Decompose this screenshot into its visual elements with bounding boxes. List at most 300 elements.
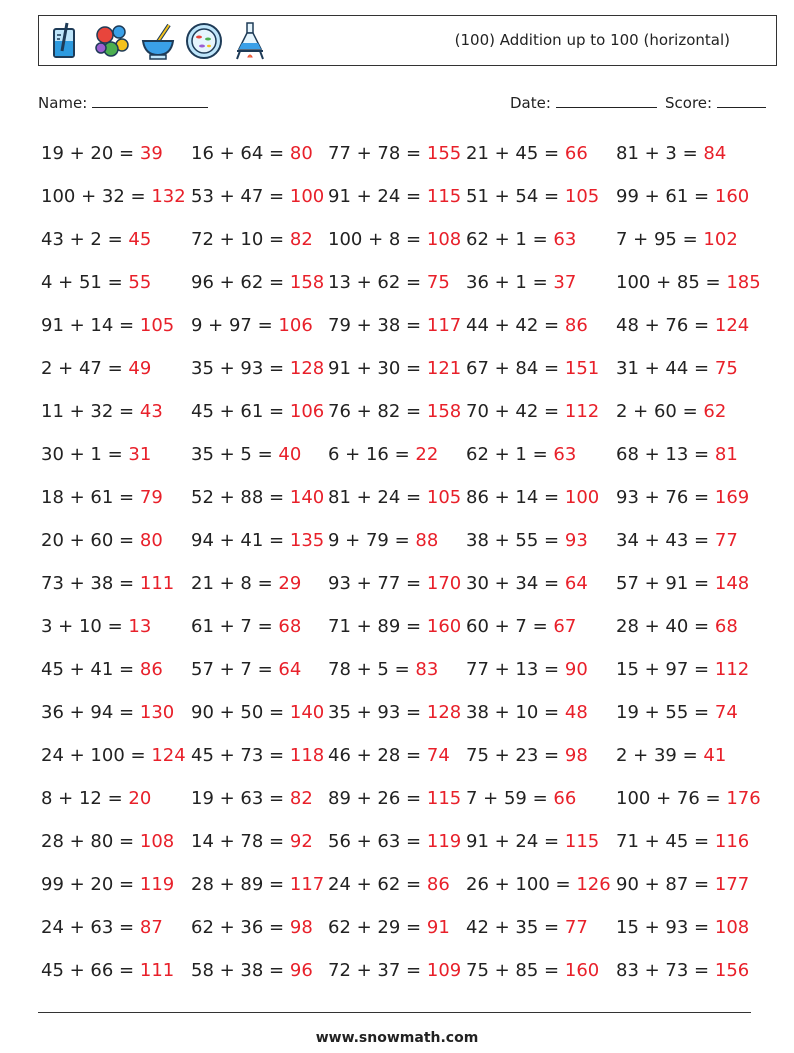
problem-row	[41, 610, 761, 653]
problem-answer: 79	[139, 487, 163, 508]
problem-item	[466, 745, 588, 766]
problem-answer: 105	[426, 487, 462, 508]
problem-item	[466, 315, 588, 336]
problem-answer: 160	[564, 960, 600, 981]
problem-item	[466, 401, 599, 422]
problem-question: 81 + 3 =	[616, 143, 698, 164]
problem-question: 57 + 91 =	[616, 573, 710, 594]
problem-item	[41, 186, 186, 207]
problem-row	[41, 782, 761, 825]
problem-question: 93 + 77 =	[328, 573, 422, 594]
problem-item	[466, 573, 588, 594]
problem-question: 8 + 12 =	[41, 788, 123, 809]
problem-answer: 86	[564, 315, 588, 336]
problem-question: 100 + 8 =	[328, 229, 422, 250]
problem-row	[41, 739, 761, 782]
problem-question: 58 + 38 =	[191, 960, 285, 981]
problem-answer: 119	[426, 831, 462, 852]
problem-item	[41, 788, 151, 809]
problem-answer: 106	[278, 315, 313, 336]
score-label: Score:	[665, 94, 713, 112]
problem-item	[191, 358, 324, 379]
problem-answer: 124	[151, 745, 186, 766]
problem-question: 45 + 66 =	[41, 960, 135, 981]
problem-row	[41, 954, 761, 997]
problem-item	[41, 659, 163, 680]
problem-answer: 62	[703, 401, 727, 422]
problem-answer: 121	[426, 358, 462, 379]
problem-question: 57 + 7 =	[191, 659, 273, 680]
problem-question: 44 + 42 =	[466, 315, 560, 336]
problem-answer: 75	[426, 272, 450, 293]
problem-item	[191, 229, 313, 250]
name-blank[interactable]	[92, 93, 208, 108]
problem-answer: 177	[714, 874, 750, 895]
problem-item	[191, 186, 324, 207]
problem-answer: 100	[289, 186, 325, 207]
problem-item	[328, 444, 438, 465]
problem-row	[41, 352, 761, 395]
problem-answer: 176	[726, 788, 761, 809]
problem-answer: 156	[714, 960, 750, 981]
problem-answer: 148	[714, 573, 750, 594]
problem-question: 62 + 1 =	[466, 444, 548, 465]
problem-question: 60 + 7 =	[466, 616, 548, 637]
problem-answer: 64	[564, 573, 588, 594]
problem-item	[616, 960, 749, 981]
problem-question: 91 + 30 =	[328, 358, 422, 379]
problem-answer: 66	[564, 143, 588, 164]
problem-answer: 116	[714, 831, 750, 852]
problem-answer: 90	[564, 659, 588, 680]
problem-row	[41, 438, 761, 481]
problem-answer: 84	[703, 143, 727, 164]
problem-answer: 160	[426, 616, 462, 637]
problem-answer: 67	[553, 616, 577, 637]
problem-answer: 117	[289, 874, 325, 895]
problem-answer: 86	[139, 659, 163, 680]
problem-item	[41, 487, 163, 508]
problem-item	[616, 143, 726, 164]
problem-answer: 77	[564, 917, 588, 938]
problem-item	[191, 272, 324, 293]
problem-grid	[41, 137, 761, 997]
problem-item	[616, 315, 749, 336]
problem-question: 91 + 24 =	[466, 831, 560, 852]
problem-question: 56 + 63 =	[328, 831, 422, 852]
problem-answer: 115	[426, 788, 462, 809]
problem-item	[191, 143, 313, 164]
problem-answer: 82	[289, 788, 313, 809]
problem-answer: 74	[426, 745, 450, 766]
problem-item	[616, 788, 761, 809]
problem-answer: 128	[426, 702, 462, 723]
problem-item	[41, 358, 151, 379]
problem-answer: 128	[289, 358, 325, 379]
problem-answer: 158	[426, 401, 462, 422]
problem-answer: 100	[564, 487, 600, 508]
problem-question: 34 + 43 =	[616, 530, 710, 551]
problem-answer: 31	[128, 444, 152, 465]
problem-item	[41, 272, 151, 293]
problem-question: 35 + 5 =	[191, 444, 273, 465]
problem-answer: 119	[139, 874, 175, 895]
problem-question: 45 + 73 =	[191, 745, 285, 766]
problem-row	[41, 223, 761, 266]
problem-answer: 126	[576, 874, 611, 895]
problem-row	[41, 825, 761, 868]
problem-question: 38 + 55 =	[466, 530, 560, 551]
problem-question: 3 + 10 =	[41, 616, 123, 637]
molecule-icon	[93, 21, 131, 61]
problem-question: 18 + 61 =	[41, 487, 135, 508]
problem-item	[328, 358, 461, 379]
problem-question: 99 + 61 =	[616, 186, 710, 207]
problem-item	[191, 917, 313, 938]
problem-question: 2 + 39 =	[616, 745, 698, 766]
problem-answer: 63	[553, 444, 577, 465]
problem-item	[191, 831, 313, 852]
problem-item	[616, 530, 738, 551]
problem-question: 21 + 8 =	[191, 573, 273, 594]
problem-answer: 155	[426, 143, 462, 164]
problem-item	[616, 616, 738, 637]
problem-question: 76 + 82 =	[328, 401, 422, 422]
problem-item	[328, 788, 461, 809]
problem-question: 68 + 13 =	[616, 444, 710, 465]
problem-item	[191, 315, 313, 336]
problem-answer: 75	[714, 358, 738, 379]
problem-item	[41, 745, 186, 766]
problem-item	[41, 143, 163, 164]
problem-answer: 130	[139, 702, 175, 723]
problem-question: 9 + 79 =	[328, 530, 410, 551]
problem-item	[466, 530, 588, 551]
problem-item	[41, 530, 163, 551]
problem-row	[41, 481, 761, 524]
problem-item	[191, 444, 301, 465]
problem-question: 31 + 44 =	[616, 358, 710, 379]
problem-answer: 82	[289, 229, 313, 250]
problem-row	[41, 567, 761, 610]
problem-answer: 68	[278, 616, 302, 637]
problem-item	[616, 272, 761, 293]
problem-answer: 74	[714, 702, 738, 723]
worksheet-title: (100) Addition up to 100 (horizontal)	[454, 31, 730, 49]
problem-question: 16 + 64 =	[191, 143, 285, 164]
problem-question: 20 + 60 =	[41, 530, 135, 551]
problem-answer: 185	[726, 272, 761, 293]
problem-answer: 112	[564, 401, 600, 422]
problem-item	[616, 874, 749, 895]
problem-item	[328, 616, 461, 637]
problem-answer: 170	[426, 573, 462, 594]
problem-row	[41, 137, 761, 180]
problem-answer: 109	[426, 960, 462, 981]
problem-item	[616, 745, 726, 766]
problem-question: 75 + 23 =	[466, 745, 560, 766]
problem-item	[466, 229, 576, 250]
problem-item	[466, 788, 576, 809]
mortar-pestle-icon	[139, 21, 177, 61]
problem-item	[616, 573, 749, 594]
problem-question: 26 + 100 =	[466, 874, 571, 895]
problem-question: 45 + 61 =	[191, 401, 285, 422]
date-label: Date:	[510, 94, 551, 112]
problem-item	[328, 702, 461, 723]
problem-question: 81 + 24 =	[328, 487, 422, 508]
problem-question: 91 + 24 =	[328, 186, 422, 207]
problem-item	[328, 229, 461, 250]
problem-question: 28 + 40 =	[616, 616, 710, 637]
problem-question: 78 + 5 =	[328, 659, 410, 680]
problem-answer: 124	[714, 315, 750, 336]
score-field[interactable]	[665, 93, 766, 112]
problem-answer: 111	[139, 573, 175, 594]
problem-item	[466, 444, 576, 465]
problem-question: 24 + 100 =	[41, 745, 146, 766]
problem-item	[328, 874, 450, 895]
problem-answer: 117	[426, 315, 462, 336]
problem-item	[191, 874, 324, 895]
problem-item	[616, 186, 749, 207]
problem-answer: 48	[564, 702, 588, 723]
problem-item	[41, 444, 151, 465]
problem-answer: 111	[139, 960, 175, 981]
problem-question: 48 + 76 =	[616, 315, 710, 336]
problem-answer: 87	[139, 917, 163, 938]
problem-item	[41, 616, 151, 637]
problem-answer: 158	[289, 272, 325, 293]
problem-item	[466, 917, 588, 938]
problem-answer: 140	[289, 702, 325, 723]
problem-answer: 108	[426, 229, 462, 250]
score-blank[interactable]	[717, 93, 766, 108]
date-blank[interactable]	[556, 93, 657, 108]
problem-question: 19 + 55 =	[616, 702, 710, 723]
problem-question: 28 + 80 =	[41, 831, 135, 852]
problem-item	[328, 573, 461, 594]
problem-question: 91 + 14 =	[41, 315, 135, 336]
problem-question: 9 + 97 =	[191, 315, 273, 336]
problem-question: 61 + 7 =	[191, 616, 273, 637]
problem-answer: 80	[289, 143, 313, 164]
date-field[interactable]	[510, 93, 657, 112]
problem-item	[191, 530, 324, 551]
name-field[interactable]	[38, 93, 208, 112]
problem-item	[616, 831, 749, 852]
problem-answer: 118	[289, 745, 325, 766]
footer-site: www.snowmath.com	[315, 1030, 479, 1046]
problem-answer: 39	[139, 143, 163, 164]
worksheet-header	[38, 15, 777, 66]
problem-question: 7 + 95 =	[616, 229, 698, 250]
problem-question: 99 + 20 =	[41, 874, 135, 895]
problem-item	[466, 960, 599, 981]
problem-item	[41, 960, 174, 981]
problem-item	[191, 616, 301, 637]
problem-item	[616, 917, 749, 938]
problem-item	[328, 917, 450, 938]
problem-row	[41, 309, 761, 352]
problem-item	[41, 229, 151, 250]
problem-item	[616, 358, 738, 379]
problem-item	[191, 745, 324, 766]
problem-question: 13 + 62 =	[328, 272, 422, 293]
problem-item	[41, 315, 174, 336]
problem-item	[616, 702, 738, 723]
problem-item	[328, 745, 450, 766]
problem-question: 70 + 42 =	[466, 401, 560, 422]
problem-item	[41, 874, 174, 895]
problem-question: 53 + 47 =	[191, 186, 285, 207]
problem-answer: 40	[278, 444, 302, 465]
problem-item	[466, 659, 588, 680]
petri-dish-icon	[185, 21, 223, 61]
problem-question: 96 + 62 =	[191, 272, 285, 293]
problem-question: 100 + 76 =	[616, 788, 721, 809]
problem-item	[616, 444, 738, 465]
problem-question: 94 + 41 =	[191, 530, 285, 551]
problem-item	[191, 487, 324, 508]
problem-item	[191, 573, 301, 594]
problem-question: 72 + 37 =	[328, 960, 422, 981]
problem-question: 83 + 73 =	[616, 960, 710, 981]
problem-row	[41, 696, 761, 739]
problem-item	[41, 831, 174, 852]
problem-item	[328, 315, 461, 336]
problem-question: 62 + 29 =	[328, 917, 422, 938]
problem-answer: 132	[151, 186, 186, 207]
problem-question: 35 + 93 =	[191, 358, 285, 379]
problem-answer: 91	[426, 917, 450, 938]
problem-question: 77 + 78 =	[328, 143, 422, 164]
problem-question: 4 + 51 =	[41, 272, 123, 293]
problem-question: 90 + 50 =	[191, 702, 285, 723]
problem-question: 62 + 1 =	[466, 229, 548, 250]
problem-item	[466, 487, 599, 508]
problem-item	[328, 960, 461, 981]
problem-row	[41, 911, 761, 954]
problem-answer: 81	[714, 444, 738, 465]
problem-question: 11 + 32 =	[41, 401, 135, 422]
problem-question: 28 + 89 =	[191, 874, 285, 895]
problem-answer: 68	[714, 616, 738, 637]
problem-item	[328, 186, 461, 207]
problem-item	[41, 401, 163, 422]
problem-answer: 93	[564, 530, 588, 551]
problem-question: 71 + 45 =	[616, 831, 710, 852]
header-icons	[47, 21, 269, 61]
problem-item	[466, 272, 576, 293]
problem-question: 2 + 47 =	[41, 358, 123, 379]
problem-question: 19 + 20 =	[41, 143, 135, 164]
problem-question: 79 + 38 =	[328, 315, 422, 336]
name-label: Name:	[38, 94, 88, 112]
problem-question: 46 + 28 =	[328, 745, 422, 766]
problem-answer: 105	[564, 186, 600, 207]
problem-item	[328, 659, 438, 680]
problem-question: 86 + 14 =	[466, 487, 560, 508]
problem-answer: 106	[289, 401, 325, 422]
problem-answer: 83	[415, 659, 439, 680]
problem-item	[328, 530, 438, 551]
problem-question: 89 + 26 =	[328, 788, 422, 809]
problem-answer: 169	[714, 487, 750, 508]
problem-question: 62 + 36 =	[191, 917, 285, 938]
problem-question: 51 + 54 =	[466, 186, 560, 207]
problem-question: 36 + 94 =	[41, 702, 135, 723]
problem-answer: 64	[278, 659, 302, 680]
problem-item	[191, 702, 324, 723]
problem-item	[616, 401, 726, 422]
problem-item	[616, 487, 749, 508]
problem-answer: 80	[139, 530, 163, 551]
problem-answer: 115	[426, 186, 462, 207]
problem-answer: 77	[714, 530, 738, 551]
problem-row	[41, 266, 761, 309]
problem-row	[41, 868, 761, 911]
problem-question: 45 + 41 =	[41, 659, 135, 680]
problem-answer: 108	[714, 917, 750, 938]
problem-answer: 115	[564, 831, 600, 852]
problem-item	[191, 788, 313, 809]
problem-item	[328, 143, 461, 164]
problem-answer: 66	[553, 788, 577, 809]
problem-answer: 135	[289, 530, 325, 551]
problem-question: 67 + 84 =	[466, 358, 560, 379]
problem-item	[616, 659, 749, 680]
beaker-icon	[47, 21, 85, 61]
problem-question: 6 + 16 =	[328, 444, 410, 465]
problem-answer: 140	[289, 487, 325, 508]
problem-item	[41, 702, 174, 723]
problem-question: 14 + 78 =	[191, 831, 285, 852]
problem-item	[466, 143, 588, 164]
problem-answer: 22	[415, 444, 439, 465]
flask-stand-icon	[231, 21, 269, 61]
problem-question: 30 + 34 =	[466, 573, 560, 594]
problem-item	[616, 229, 738, 250]
problem-answer: 108	[139, 831, 175, 852]
problem-row	[41, 180, 761, 223]
problem-answer: 160	[714, 186, 750, 207]
problem-question: 43 + 2 =	[41, 229, 123, 250]
problem-question: 77 + 13 =	[466, 659, 560, 680]
problem-question: 100 + 85 =	[616, 272, 721, 293]
footer-divider	[38, 1012, 751, 1013]
problem-answer: 96	[289, 960, 313, 981]
problem-question: 15 + 93 =	[616, 917, 710, 938]
problem-question: 52 + 88 =	[191, 487, 285, 508]
problem-item	[466, 186, 599, 207]
problem-answer: 43	[139, 401, 163, 422]
problem-item	[328, 487, 461, 508]
problem-question: 2 + 60 =	[616, 401, 698, 422]
problem-question: 72 + 10 =	[191, 229, 285, 250]
problem-row	[41, 524, 761, 567]
problem-row	[41, 395, 761, 438]
problem-question: 73 + 38 =	[41, 573, 135, 594]
problem-item	[41, 573, 174, 594]
problem-question: 15 + 97 =	[616, 659, 710, 680]
problem-answer: 98	[289, 917, 313, 938]
problem-answer: 45	[128, 229, 152, 250]
problem-question: 36 + 1 =	[466, 272, 548, 293]
problem-item	[328, 401, 461, 422]
problem-answer: 63	[553, 229, 577, 250]
problem-answer: 92	[289, 831, 313, 852]
